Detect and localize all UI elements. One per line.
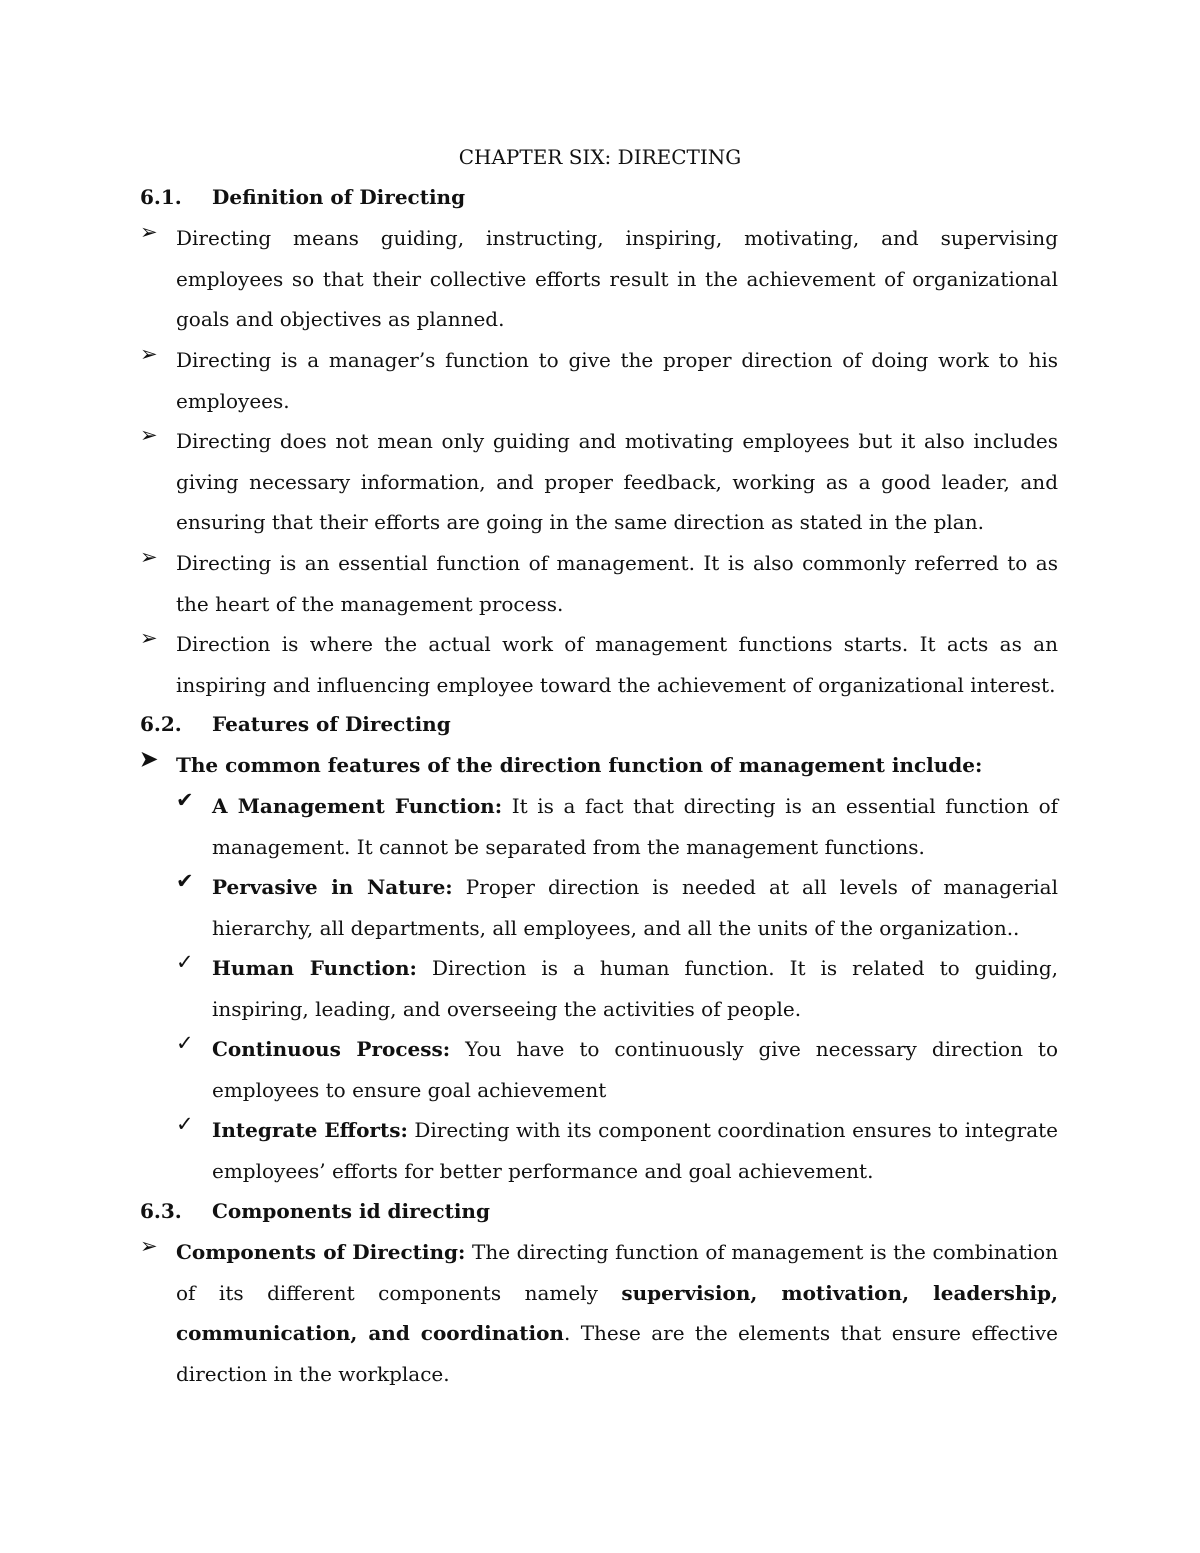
feature-item: [176, 1110, 1058, 1191]
list-item-lead: [140, 745, 1058, 786]
list-item: [140, 1232, 1058, 1395]
arrow-bullet-icon: ➢: [140, 423, 158, 447]
list-item-text: Directing is an essential function of management. It is also commonly referred to as the heart of the management process.: [176, 551, 1058, 616]
section-title: Features of Directing: [212, 712, 451, 736]
feature-item: [176, 1029, 1058, 1110]
section-heading-6-1: [140, 183, 465, 211]
arrow-bullet-icon: ➤: [140, 746, 158, 771]
feature-term: A Management Function:: [212, 794, 503, 818]
feature-term: Human Function:: [212, 956, 417, 980]
chapter-title: CHAPTER SIX: DIRECTING: [458, 145, 742, 169]
arrow-bullet-icon: ➢: [140, 220, 158, 244]
section-number: 6.1.: [140, 185, 182, 209]
list-item-text: Directing means guiding, instructing, inspiring, motivating, and supervising employees so that their collective efforts result in the achievement of organizational goals and objectives as planned.: [176, 226, 1058, 332]
feature-item: [176, 786, 1058, 867]
components-bold-list: supervision, motivation, leadership, communication, and coordination: [176, 1280, 1058, 1346]
list-item-text: Directing does not mean only guiding and motivating employees but it also includes giving necessary information, and proper feedback, working as a good leader, and ensuring that their efforts are going in the same direction as stated in the plan.: [176, 429, 1058, 535]
section-number: 6.3.: [140, 1199, 182, 1223]
list-item-text: Direction is where the actual work of management functions starts. It acts as an inspiring and influencing employee toward the achievement of organizational interest.: [176, 632, 1058, 697]
arrow-bullet-icon: ➢: [140, 342, 158, 366]
section-number: 6.2.: [140, 712, 182, 736]
arrow-bullet-icon: ➢: [140, 626, 158, 650]
feature-desc: Direction is a human function. It is related to guiding, inspiring, leading, and overseeing the activities of people.: [212, 956, 1058, 1021]
components-desc-end: . These are the elements that ensure effective direction in the workplace.: [176, 1321, 1058, 1387]
checkmark-icon: ✔: [176, 788, 194, 812]
feature-desc: Proper direction is needed at all levels of managerial hierarchy, all departments, all employees, and all the units of the organization..: [212, 875, 1058, 940]
feature-desc: You have to continuously give necessary direction to employees to ensure goal achievement: [212, 1037, 1058, 1102]
list-item: [140, 340, 1058, 421]
checkmark-icon: ✓: [176, 1031, 194, 1055]
checkmark-icon: ✔: [176, 869, 194, 893]
feature-item: [176, 867, 1058, 948]
feature-term: Integrate Efforts:: [212, 1118, 408, 1142]
arrow-bullet-icon: ➢: [140, 1234, 158, 1258]
feature-item: [176, 948, 1058, 1029]
section-heading-6-2: [140, 710, 451, 738]
section-title: Definition of Directing: [212, 185, 466, 209]
components-term: Components of Directing:: [176, 1240, 466, 1264]
list-item: [140, 543, 1058, 624]
feature-term: Pervasive in Nature:: [212, 875, 453, 899]
list-item: [140, 218, 1058, 340]
list-item: [140, 624, 1058, 705]
feature-desc: Directing with its component coordination ensures to integrate employees’ efforts for better performance and goal achievement.: [212, 1118, 1059, 1183]
section-title: Components id directing: [212, 1199, 490, 1223]
list-item: [140, 421, 1058, 543]
checkmark-icon: ✓: [176, 1112, 194, 1136]
section-heading-6-3: [140, 1197, 490, 1225]
components-desc-start: The directing function of management is the combination of its different components namely: [176, 1240, 1059, 1305]
arrow-bullet-icon: ➢: [140, 545, 158, 569]
list-item-text: Directing is a manager’s function to give the proper direction of doing work to his employees.: [176, 348, 1058, 413]
checkmark-icon: ✓: [176, 950, 194, 974]
features-lead-text: The common features of the direction function of management include:: [176, 753, 983, 777]
feature-desc: It is a fact that directing is an essential function of management. It cannot be separated from the management functions.: [212, 794, 1059, 859]
feature-term: Continuous Process:: [212, 1037, 451, 1061]
